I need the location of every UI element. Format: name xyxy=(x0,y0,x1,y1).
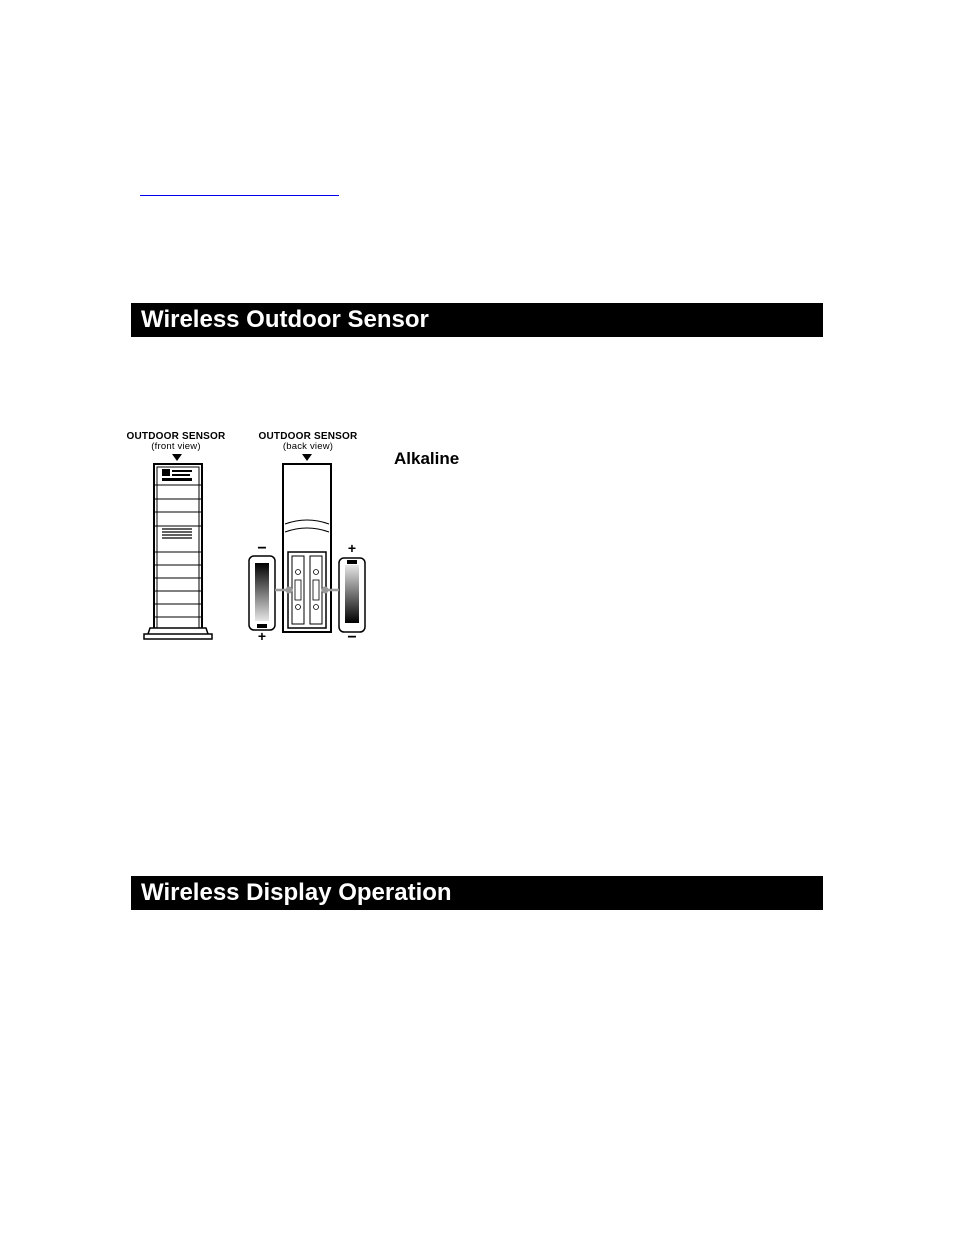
left-battery-minus: − xyxy=(257,540,267,557)
sensor-back-illustration xyxy=(245,452,370,644)
back-caption-title: OUTDOOR SENSOR xyxy=(258,431,358,442)
battery-type-label: Alkaline xyxy=(394,449,460,468)
section-heading-display-operation: Wireless Display Operation xyxy=(131,876,823,910)
front-caption-subtitle: (front view) xyxy=(151,441,201,452)
brand-logo-icon xyxy=(162,469,170,476)
front-caption-title: OUTDOOR SENSOR xyxy=(126,431,226,442)
right-battery-minus: − xyxy=(347,629,357,644)
front-view-caption xyxy=(120,432,232,452)
section-heading-outdoor-sensor: Wireless Outdoor Sensor xyxy=(131,303,823,337)
hyperlink-underline[interactable] xyxy=(140,195,339,196)
back-view-caption xyxy=(252,432,364,452)
sensor-front-illustration xyxy=(140,452,220,644)
left-battery-plus: + xyxy=(257,628,267,644)
back-caption-subtitle: (back view) xyxy=(282,441,334,452)
right-battery-plus: + xyxy=(347,540,357,556)
back-arrow-icon xyxy=(302,454,312,461)
sensor-stand xyxy=(144,634,212,639)
front-arrow-icon xyxy=(172,454,182,461)
